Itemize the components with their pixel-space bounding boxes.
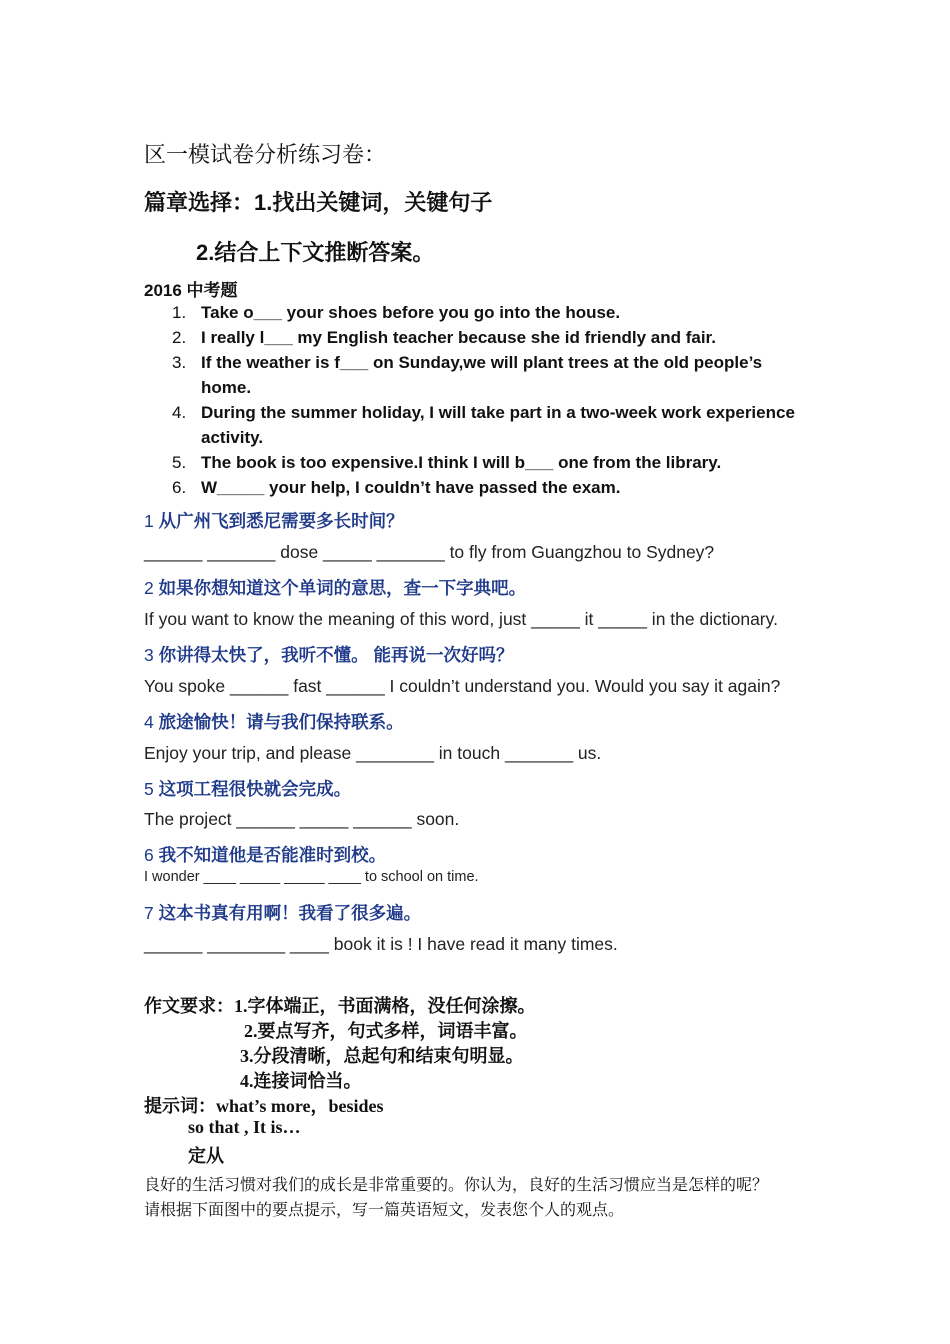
year-label: 2016 中考题	[144, 281, 238, 300]
translation-answer: Enjoy your trip, and please ________ in touch _______ us.	[144, 743, 602, 763]
exam-question	[168, 450, 808, 475]
translation-answer: You spoke ______ fast ______ I couldn’t understand you. Would you say it again?	[144, 676, 781, 696]
translation-prompt: 3 你讲得太快了，我听不懂。 能再说一次好吗？	[144, 645, 514, 665]
question-number: 1.	[172, 303, 187, 322]
hint-words-line: 定从	[188, 1146, 224, 1166]
question-number: 5.	[172, 453, 187, 472]
translation-prompt: 5 这项工程很快就会完成。	[144, 779, 352, 799]
writing-requirement: 4.连接词恰当。	[240, 1071, 362, 1091]
question-text: Take o___ your shoes before you go into the house.	[201, 303, 621, 322]
translation-prompt: 6 我不知道他是否能准时到校。	[144, 845, 387, 865]
exam-question	[168, 475, 808, 500]
exam-question	[168, 325, 808, 350]
exam-question	[168, 350, 808, 400]
question-number: 4.	[172, 403, 187, 422]
section-heading-2: 2.结合上下文推断答案。	[196, 240, 435, 265]
page-title: 区一模试卷分析练习卷：	[144, 142, 387, 167]
question-text: W_____ your help, I couldn’t have passed the exam.	[201, 478, 621, 497]
question-text: If the weather is f___ on Sunday,we will plant trees at the old people’s home.	[201, 353, 763, 397]
translation-prompt: 4 旅途愉快！请与我们保持联系。	[144, 712, 404, 732]
translation-prompt: 1 从广州飞到悉尼需要多长时间？	[144, 511, 404, 531]
writing-intro: 良好的生活习惯对我们的成长是非常重要的。你认为，良好的生活习惯应当是怎样的呢？	[144, 1177, 769, 1194]
question-text: During the summer holiday, I will take part in a two-week work experience activity.	[201, 403, 795, 447]
exam-question	[168, 300, 808, 325]
translation-answer: ______ ________ ____ book it is ! I have read it many times.	[144, 934, 618, 954]
writing-requirement: 作文要求：1.字体端正，书面满格，没任何涂擦。	[144, 996, 536, 1016]
translation-prompt: 7 这本书真有用啊！我看了很多遍。	[144, 903, 422, 923]
translation-prompt: 2 如果你想知道这个单词的意思，查一下字典吧。	[144, 578, 527, 598]
exam-question-list	[168, 300, 808, 500]
translation-answer: I wonder ____ _____ _____ ____ to school on time.	[144, 869, 479, 885]
question-text: I really l___ my English teacher because she id friendly and fair.	[201, 328, 716, 347]
writing-intro: 请根据下面图中的要点提示，写一篇英语短文，发表您个人的观点。	[144, 1202, 625, 1219]
section-heading-1: 篇章选择：1.找出关键词，关键句子	[144, 190, 493, 215]
hint-words-line: so that , It is…	[188, 1117, 301, 1137]
writing-requirement: 3.分段清晰，总起句和结束句明显。	[240, 1046, 524, 1066]
question-text: The book is too expensive.I think I will b___ one from the library.	[201, 453, 722, 472]
hint-words: 提示词：what’s more，besides	[144, 1096, 384, 1116]
translation-answer: The project ______ _____ ______ soon.	[144, 809, 460, 829]
translation-answer: ______ _______ dose _____ _______ to fly from Guangzhou to Sydney?	[144, 542, 715, 562]
question-number: 6.	[172, 478, 187, 497]
writing-requirement: 2.要点写齐，句式多样，词语丰富。	[244, 1021, 528, 1041]
question-number: 2.	[172, 328, 187, 347]
exam-question	[168, 400, 808, 450]
question-number: 3.	[172, 353, 187, 372]
translation-answer: If you want to know the meaning of this word, just _____ it _____ in the dictionary.	[144, 609, 778, 629]
